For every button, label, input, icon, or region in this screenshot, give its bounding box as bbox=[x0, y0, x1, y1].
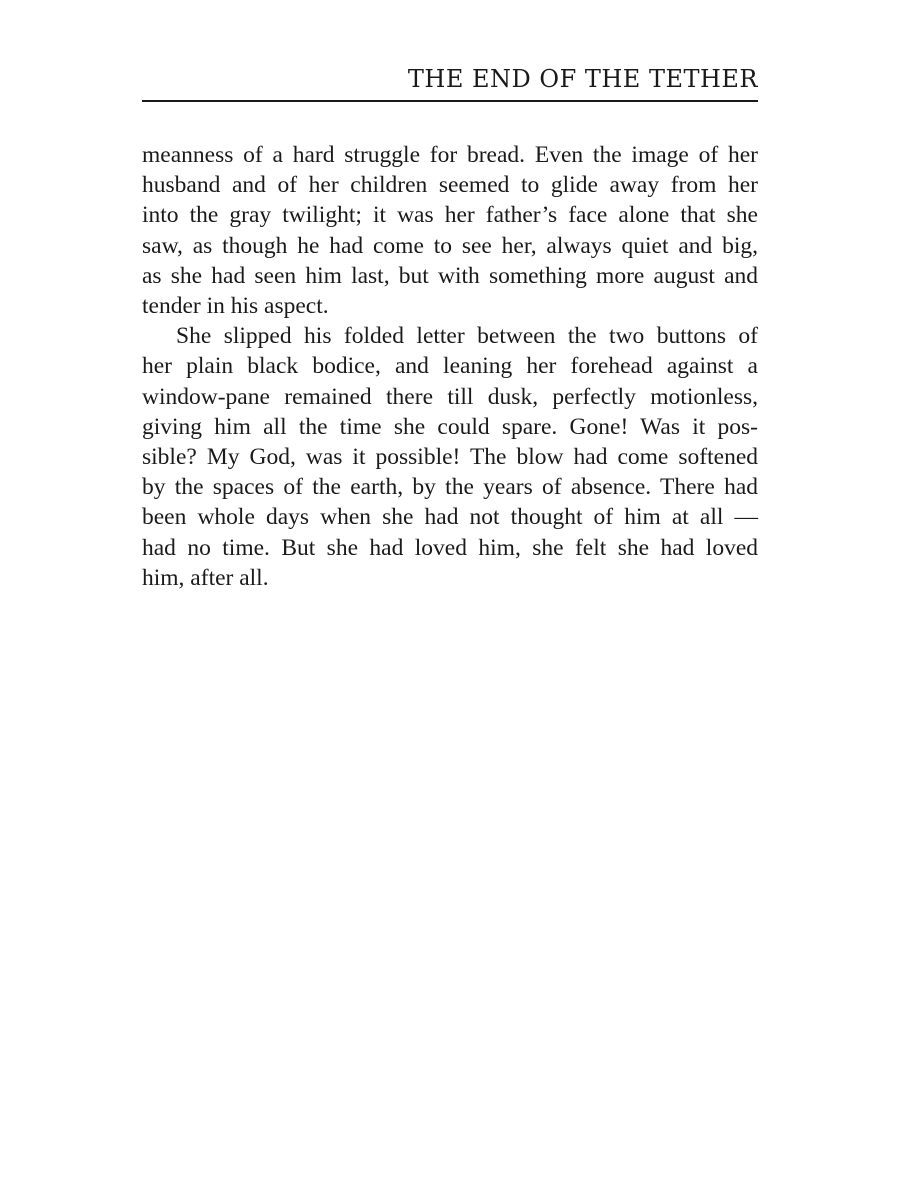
body-text bbox=[142, 140, 758, 593]
text-line: been whole days when she had not thought of him at all — bbox=[142, 504, 758, 531]
text-line: him, after all. bbox=[142, 564, 269, 591]
text-line: sible? My God, was it possible! The blow had come softened bbox=[142, 444, 758, 471]
text-line: giving him all the time she could spare. Gone! Was it pos- bbox=[142, 413, 758, 440]
header-rule bbox=[142, 100, 758, 102]
text-line: meanness of a hard struggle for bread. Even the image of her bbox=[142, 142, 758, 168]
text-line: tender in his aspect. bbox=[142, 293, 329, 320]
text-line: window-pane remained there till dusk, perfectly motionless, bbox=[142, 383, 758, 410]
paragraph-2 bbox=[142, 321, 758, 593]
text-line: She slipped his folded letter between the two buttons of bbox=[176, 323, 758, 350]
text-line: husband and of her children seemed to glide away from her bbox=[142, 172, 758, 199]
text-line: as she had seen him last, but with something more august and bbox=[142, 262, 758, 289]
text-line: her plain black bodice, and leaning her forehead against a bbox=[142, 353, 758, 380]
text-line: into the gray twilight; it was her father’s face alone that she bbox=[142, 202, 758, 229]
text-line: saw, as though he had come to see her, always quiet and big, bbox=[142, 232, 758, 259]
paragraph-1 bbox=[142, 140, 758, 321]
text-line: had no time. But she had loved him, she felt she had loved bbox=[142, 534, 758, 561]
running-header-title: THE END OF THE TETHER bbox=[407, 65, 758, 93]
text-line: by the spaces of the earth, by the years of absence. There had bbox=[142, 474, 758, 501]
